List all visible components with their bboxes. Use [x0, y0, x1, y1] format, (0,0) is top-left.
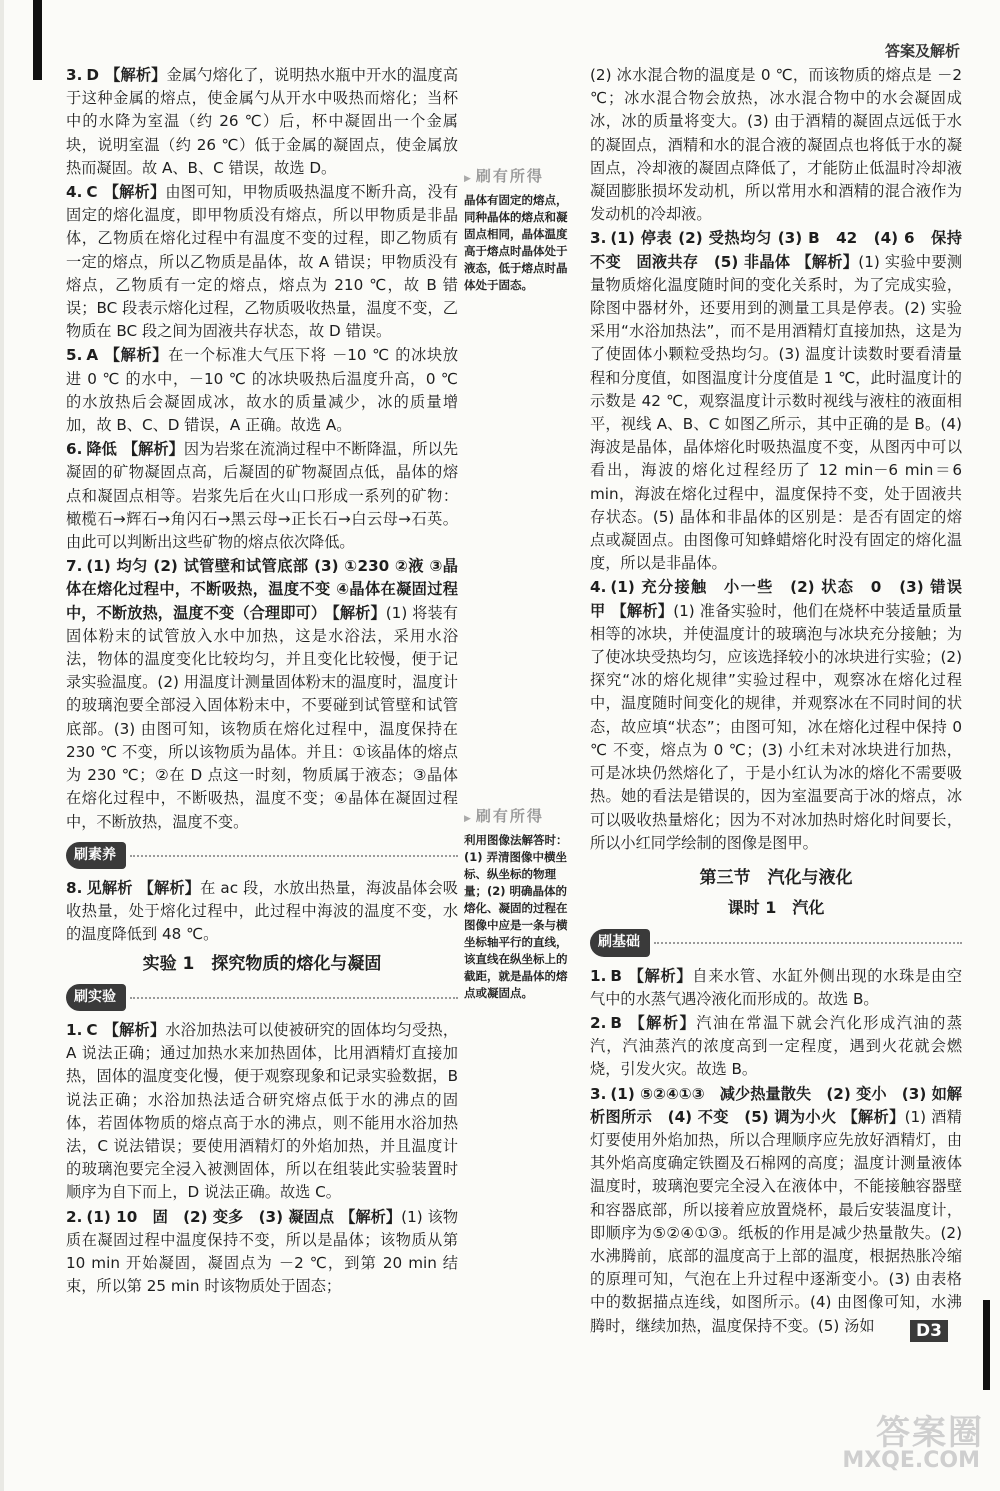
- analysis-tag: 【解析】: [796, 252, 859, 271]
- answer-item: [590, 965, 962, 1011]
- answer-key: D: [86, 66, 99, 84]
- analysis-text: 汽油在常温下就会汽化形成汽油的蒸汽，汽油蒸汽的浓度高到一定程度，遇到火花就会燃烧，引发火灾。故选 B。: [590, 1013, 963, 1079]
- answer-item: [590, 64, 962, 226]
- question-number: 2.: [590, 1013, 607, 1032]
- analysis-tag: 【解析】: [104, 346, 169, 365]
- analysis-text: (1) 准备实验时，他们在烧杯中装适量质量相等的冰块，并使温度计的玻璃泡与冰块充分接触；为了使冰块受热均匀，应该选择较小的冰块进行实验；(2) 探究“冰的熔化规律”实验过程中，观察冰在熔化过程中，温度随时间变化的规律，并观察冰在不同时间的状态，故应填“状态”；由图可知，冰在熔化过程中保持 0 ℃ 不变，熔点为 0 ℃；(3) 小红未对冰块进行加热，可是冰块仍然熔化了，于是小红认为冰的熔化不需要吸热。她的看法是错误的，因为室温要高于冰的熔点，冰可以吸收热量熔化；因为不对冰加热时熔化时间要长，所以小红同学绘制的图像是图甲。: [590, 601, 963, 852]
- answer-item: [590, 576, 978, 854]
- analysis-tag: 【解析】: [842, 1107, 905, 1126]
- analysis-tag: 【解析】: [103, 1020, 166, 1039]
- question-number: 7.: [66, 557, 83, 576]
- answer-key: 降低: [86, 440, 117, 459]
- analysis-tag: 【解析】: [104, 66, 167, 84]
- analysis-text: (2) 冰水混合物的温度是 0 ℃，而该物质的熔点是 －2 ℃；冰水混合物会放热，冰水混合物中的水会凝固成冰，冰的质量将变大。(3) 由于酒精的凝固点远低于水的凝固点，酒精和水的混合液的凝固点也将低于水的凝固点，冷却液的凝固点降低了，才能防止低温时冷却液凝固膨胀损坏发动机，所以常用水和酒精的混合液作为发动机的冷却液。: [590, 66, 962, 224]
- analysis-text: (1) 酒精灯要使用外焰加热，所以合理顺序应先放好酒精灯，由其外焰高度确定铁圈及石棉网的高度；温度计测量液体温度时，玻璃泡要完全浸入在液体中，不能接触容器壁和容器底部，所以接着应放置烧杯，最后安装温度计，即顺序为⑤②④①③。纸板的作用是减少热量散失。(2) 水沸腾前，底部的温度高于上部的温度，根据热胀冷缩的原理可知，气泡在上升过程中逐渐变小。(3) 由表格中的数据描点连线，如图所示。(4) 由图像可知，水沸腾时，继续加热，温度保持不变。(5) 汤如: [590, 1107, 962, 1335]
- right-column: [590, 64, 978, 1339]
- answer-key: (1) 停表 (2) 受热均匀 (3) B 42 (4) 6 保持不变 固液共存 (5) 非晶体: [590, 229, 962, 271]
- question-number: 1.: [66, 1020, 83, 1039]
- answer-key: 见解析: [86, 878, 133, 897]
- answer-item: [66, 877, 458, 947]
- analysis-text: 金属勺熔化了，说明热水瓶中开水的温度高于这种金属的熔点，使金属勺从开水中吸热而熔化；当杯中的水降为室温（约 26 ℃）后，杯中凝固出一个金属块，说明室温（约 26 ℃）低于金属的凝固点，使金属放热而凝固。故 A、B、C 错误，故选 D。: [66, 66, 459, 177]
- analysis-text: (1) 实验中要测量物质熔化温度随时间的变化关系时，为了完成实验，除图中器材外，还要用到的测量工具是停表。(2) 实验采用“水浴加热法”，而不是用酒精灯直接加热，这是为了使固体小颗粒受热均匀。(3) 温度计读数时要看清量程和分度值，如图温度计分度值是 1 ℃，此时温度计的示数是 42 ℃，观察温度计示数时视线与液柱的液面相平，视线 A、B、C 如图乙所示，其中正确的是 B。(4) 海波是晶体，晶体熔化时吸热温度不变，从图丙中可以看出，海波的熔化过程经历了 12 min－6 min＝6 min，海波在熔化过程中，温度保持不变，处于固液共存状态。(5) 晶体和非晶体的区别是：是否有固定的熔点或凝固点。由图像可知蜂蜡熔化时没有固定的熔化温度，所以是非晶体。: [590, 252, 963, 573]
- answer-key: (1) ⑤②④①③ 减少热量散失 (2) 变小 (3) 如解析图所示 (4) 不变 (5) 调为小火: [590, 1084, 962, 1126]
- page-shadow: [0, 0, 4, 1491]
- analysis-text: 由图可知，甲物质吸热温度不断升高，没有固定的熔化温度，即甲物质没有熔点，所以甲物质是非晶体，乙物质在熔化过程中有温度不变的过程，即乙物质有一定的熔点，所以乙物质是晶体，故 A 错误；甲物质没有熔点，乙物质有一定的熔点，熔点为 210 ℃，故 B 错误；BC 段表示熔化过程，乙物质吸收热量，温度不变，乙物质在 BC 段之间为固液共存状态，故 D 错误。: [66, 183, 459, 341]
- analysis-tag: 【解析】: [122, 440, 184, 459]
- answer-key: (1) 充分接触 小一些 (2) 状态 0 (3) 错误 甲: [590, 578, 978, 620]
- answer-item: [66, 344, 458, 437]
- edge-mark: [983, 1300, 990, 1390]
- page-header: 答案及解析: [884, 42, 960, 60]
- page-number: D3: [910, 1320, 948, 1342]
- analysis-text: (1) 该物质在凝固过程中温度保持不变，所以是晶体；该物质从第 10 min 开始凝固，凝固点为 －2 ℃，到第 20 min 结束，所以第 25 min 时该物质处于固态；: [66, 1207, 459, 1296]
- answer-key: A: [86, 346, 99, 365]
- analysis-tag: 【解析】: [627, 1013, 697, 1032]
- question-number: 4.: [590, 578, 607, 597]
- answer-item: [66, 181, 458, 343]
- analysis-tag: 【解析】: [332, 603, 386, 622]
- answer-item: [66, 438, 458, 554]
- lesson-title: 课时 1 汽化: [727, 898, 825, 918]
- analysis-tag: 【解析】: [627, 966, 693, 985]
- sidebar-note-1: ▶ 刷有所得 晶体有固定的熔点，同种晶体的熔点和凝固点相同，晶体温度高于熔点时晶体处于液态，低于熔点时晶体处于固态。: [464, 168, 568, 294]
- sidebar-note-2: ▶ 刷有所得 利用图像法解答时：(1) 弄清图像中横坐标、纵坐标的物理量；(2) 明确晶体的熔化、凝固的过程在图像中应是一条与横坐标轴平行的直线，该直线在纵坐标上的截距，就是晶体的熔点或凝固点。: [464, 808, 568, 1002]
- badge-basic: 刷基础: [590, 929, 962, 956]
- analysis-text: (1) 将装有固体粉末的试管放入水中加热，这是水浴法，采用水浴法，物体的温度变化比较均匀，并且变化比较慢，便于记录实验温度。(2) 用温度计测量固体粉末的温度时，温度计的玻璃泡要全部浸入固体粉末中，不要碰到试管壁和试管底部。(3) 由图可知，该物质在熔化过程中，温度保持在 230 ℃ 不变，所以该物质为晶体。并且：①该晶体的熔点为 230 ℃；②在 D 点这一时刻，物质属于液态；③晶体在熔化过程中，不断吸热，温度不变；④晶体在凝固过程中，不断放热，温度不变。: [66, 603, 458, 831]
- badge-literacy: 刷素养: [66, 842, 458, 869]
- answer-item: [66, 555, 458, 833]
- analysis-text: 水浴加热法可以使被研究的固体均匀受热，A 说法正确；通过加热水来加热固体，比用酒精灯直接加热，固体的温度变化慢，便于观察现象和记录实验数据，B 说法正确；水浴加热法适合研究熔点低于水的沸点的固体，若固体物质的熔点高于水的沸点，则不能用水浴加热法，C 说法错误；要使用酒精灯的外焰加热，并且温度计的玻璃泡要完全浸入被测固体，所以在组装此实验装置时顺序为自下而上，D 说法正确。故选 C。: [66, 1020, 459, 1202]
- answer-key: C: [86, 183, 98, 202]
- answer-key: B: [610, 1013, 622, 1032]
- question-number: 3.: [66, 66, 83, 84]
- question-number: 3.: [590, 229, 607, 248]
- question-number: 8.: [66, 878, 83, 897]
- question-number: 3.: [590, 1084, 607, 1103]
- answer-item: [66, 1019, 458, 1205]
- answer-item: [590, 1083, 962, 1338]
- answer-key: (1) 均匀 (2) 试管壁和试管底部 (3) ①230 ②液 ③晶体在熔化过程中，不断吸热，温度不变 ④晶体在凝固过程中，不断放热，温度不变（合理即可）: [66, 557, 458, 622]
- question-number: 5.: [66, 346, 83, 365]
- analysis-text: 自来水管、水缸外侧出现的水珠是由空气中的水蒸气遇冷液化而形成的。故选 B。: [590, 966, 963, 1008]
- question-number: 1.: [590, 966, 607, 985]
- watermark-url: MXQE.COM: [842, 1448, 980, 1473]
- question-number: 6.: [66, 440, 83, 459]
- analysis-text: 在 ac 段，水放出热量，海波晶体会吸收热量，处于熔化过程中，此过程中海波的温度不变，水的温度降低到 48 ℃。: [66, 878, 458, 944]
- answer-key: (1) 10 固 (2) 变多 (3) 凝固点: [86, 1207, 335, 1226]
- analysis-text: 因为岩浆在流淌过程中不断降温，所以先凝固的矿物凝固点高，后凝固的矿物凝固点低，晶体的熔点和凝固点相等。岩浆先后在火山口形成一系列的矿物：橄榄石→辉石→角闪石→黑云母→正长石→白云母→石英。由此可以判断出这些矿物的熔点依次降低。: [66, 440, 459, 552]
- question-number: 4.: [66, 183, 83, 202]
- experiment-title: 实验 1 探究物质的熔化与凝固: [142, 953, 382, 974]
- analysis-tag: 【解析】: [103, 183, 166, 202]
- analysis-tag: 【解析】: [611, 601, 674, 620]
- left-column: [66, 64, 458, 1299]
- section-title: 第三节 汽化与液化: [699, 867, 853, 888]
- badge-experiment: 刷实验: [66, 984, 458, 1011]
- answer-key: C: [86, 1020, 98, 1039]
- answer-item: [66, 64, 458, 180]
- answer-item: [590, 227, 962, 575]
- answer-key: B: [610, 966, 622, 985]
- analysis-text: 在一个标准大气压下将 －10 ℃ 的冰块放进 0 ℃ 的水中，－10 ℃ 的冰块吸热后温度升高，0 ℃ 的水放热后会凝固成冰，故水的质量减少，冰的质量增加，故 B、C、D 错误，A 正确。故选 A。: [66, 346, 459, 435]
- analysis-tag: 【解析】: [138, 878, 201, 897]
- question-number: 2.: [66, 1207, 83, 1226]
- analysis-tag: 【解析】: [340, 1207, 402, 1226]
- answer-item: [590, 1012, 962, 1082]
- answer-item: [66, 1206, 458, 1299]
- binding-mark: [33, 0, 42, 80]
- watermark-logo: 答案圈: [876, 1413, 984, 1453]
